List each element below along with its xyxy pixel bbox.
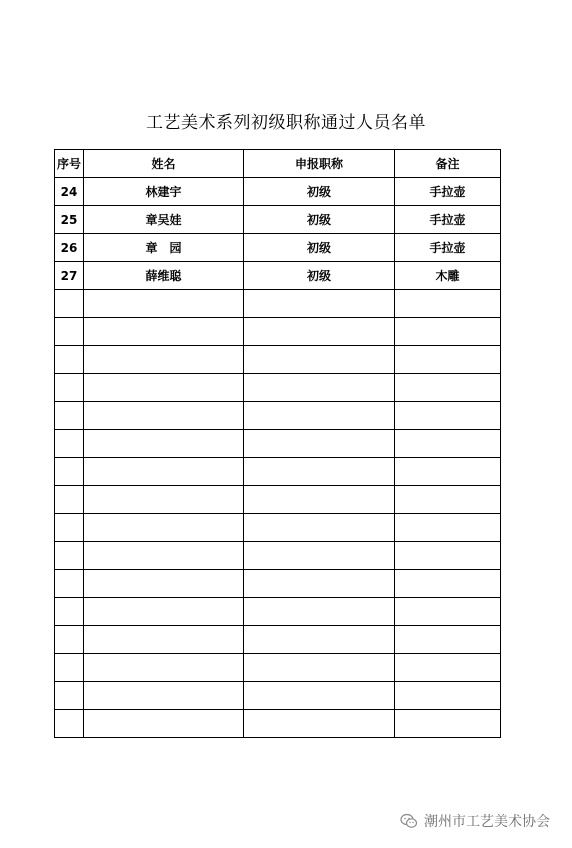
empty-table-row [55,542,501,570]
empty-table-row [55,374,501,402]
empty-cell [244,486,395,514]
empty-cell [55,346,84,374]
empty-cell [244,318,395,346]
empty-cell [84,598,244,626]
empty-cell [395,290,501,318]
empty-table-row [55,710,501,738]
empty-cell [84,430,244,458]
empty-cell [84,486,244,514]
empty-cell [395,598,501,626]
cell-index: 24 [55,178,84,206]
cell-index: 25 [55,206,84,234]
empty-cell [84,318,244,346]
empty-cell [244,514,395,542]
empty-table-row [55,598,501,626]
empty-cell [55,710,84,738]
table-row [55,178,501,206]
empty-cell [55,682,84,710]
empty-cell [395,710,501,738]
header-remarks: 备注 [395,150,501,178]
empty-cell [55,542,84,570]
header-name: 姓名 [84,150,244,178]
table-row [55,262,501,290]
empty-cell [84,542,244,570]
empty-cell [244,374,395,402]
empty-cell [395,682,501,710]
cell-name: 薛维聪 [84,262,244,290]
empty-cell [55,402,84,430]
empty-cell [395,318,501,346]
empty-cell [84,290,244,318]
empty-cell [55,290,84,318]
empty-cell [84,682,244,710]
table-body [55,178,501,738]
empty-cell [244,626,395,654]
empty-cell [395,542,501,570]
cell-name: 林建宇 [84,178,244,206]
wechat-icon [400,813,418,829]
empty-cell [244,346,395,374]
cell-remarks: 手拉壶 [395,178,501,206]
empty-cell [395,514,501,542]
empty-cell [395,458,501,486]
empty-cell [84,710,244,738]
empty-table-row [55,290,501,318]
table-header-row [55,150,501,178]
empty-cell [84,374,244,402]
empty-cell [55,598,84,626]
cell-index: 26 [55,234,84,262]
empty-cell [244,290,395,318]
empty-cell [84,626,244,654]
empty-cell [244,570,395,598]
empty-cell [395,570,501,598]
empty-table-row [55,682,501,710]
empty-table-row [55,402,501,430]
empty-cell [395,402,501,430]
empty-cell [55,654,84,682]
table-row [55,234,501,262]
empty-cell [244,654,395,682]
empty-table-row [55,486,501,514]
empty-cell [55,486,84,514]
header-index: 序号 [55,150,84,178]
empty-cell [395,430,501,458]
empty-table-row [55,654,501,682]
empty-cell [84,402,244,430]
cell-title-applied: 初级 [244,234,395,262]
empty-table-row [55,626,501,654]
empty-table-row [55,318,501,346]
cell-title-applied: 初级 [244,178,395,206]
empty-cell [55,626,84,654]
cell-remarks: 手拉壶 [395,234,501,262]
empty-cell [244,682,395,710]
empty-table-row [55,570,501,598]
empty-table-row [55,346,501,374]
empty-cell [395,374,501,402]
empty-cell [244,598,395,626]
empty-cell [395,346,501,374]
empty-table-row [55,514,501,542]
empty-cell [244,430,395,458]
empty-cell [244,458,395,486]
watermark-text: 潮州市工艺美术协会 [424,814,550,830]
empty-cell [55,514,84,542]
empty-cell [244,542,395,570]
cell-name: 章吴娃 [84,206,244,234]
cell-index: 27 [55,262,84,290]
empty-cell [244,710,395,738]
empty-cell [55,570,84,598]
account-watermark [400,810,550,832]
document-title: 工艺美术系列初级职称通过人员名单 [146,113,426,133]
empty-cell [84,570,244,598]
cell-title-applied: 初级 [244,262,395,290]
empty-cell [55,374,84,402]
empty-cell [84,458,244,486]
empty-cell [84,514,244,542]
table-row [55,206,501,234]
empty-cell [84,654,244,682]
empty-cell [244,402,395,430]
empty-table-row [55,458,501,486]
empty-cell [395,486,501,514]
empty-cell [84,346,244,374]
empty-cell [55,318,84,346]
cell-name: 章 园 [84,234,244,262]
cell-title-applied: 初级 [244,206,395,234]
empty-cell [395,626,501,654]
empty-cell [395,654,501,682]
empty-cell [55,458,84,486]
empty-table-row [55,430,501,458]
cell-remarks: 木雕 [395,262,501,290]
header-title-applied: 申报职称 [244,150,395,178]
empty-cell [55,430,84,458]
roster-table [54,149,501,738]
cell-remarks: 手拉壶 [395,206,501,234]
